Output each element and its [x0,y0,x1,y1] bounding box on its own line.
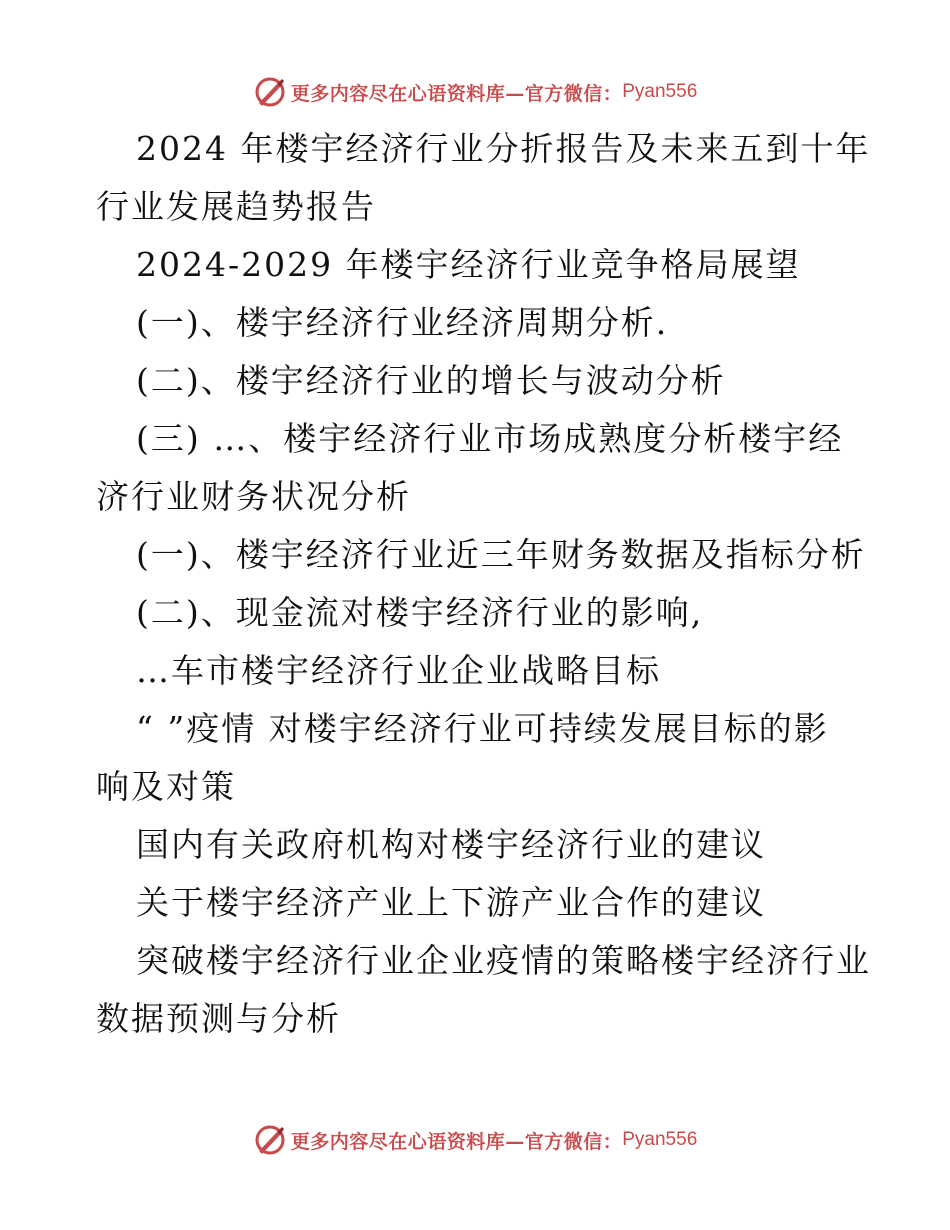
text-line: 数据预测与分析 [96,999,341,1038]
text-line: 济行业财务状况分析 [96,477,411,516]
pen-logo-icon [253,1123,287,1157]
watermark-text: 更多内容尽在心语资料库—官方微信： [290,82,623,105]
text-line: (二)、楼宇经济行业的增长与波动分析 [136,361,726,400]
watermark-text: 更多内容尽在心语资料库—官方微信： [290,1130,623,1153]
watermark-account: Pyan556 [622,81,698,102]
text-line: 突破楼宇经济行业企业疫情的策略楼宇经济行业 [136,941,871,980]
text-line: (一)、楼宇经济行业经济周期分析. [136,303,669,342]
document-body [96,120,871,1048]
text-line: 响及对策 [96,767,236,806]
text-line: (三) …、楼宇经济行业市场成熟度分析楼宇经 [136,419,844,458]
text-line: 国内有关政府机构对楼宇经济行业的建议 [136,825,766,864]
watermark-account: Pyan556 [622,1129,698,1150]
text-line: 关于楼宇经济产业上下游产业合作的建议 [136,883,766,922]
text-line: 行业发展趋势报告 [96,187,376,226]
text-line: “ ”疫情 对楼宇经济行业可持续发展目标的影 [136,709,829,748]
footer-watermark [0,1120,950,1160]
text-line: (一)、楼宇经济行业近三年财务数据及指标分析 [136,535,866,574]
text-line: (二)、现金流对楼宇经济行业的影响, [136,593,704,632]
pen-logo-icon [253,75,287,109]
text-line: …车市楼宇经济行业企业战略目标 [136,651,661,690]
header-watermark [0,72,950,112]
text-line: 2024-2029 年楼宇经济行业竞争格局展望 [136,245,801,284]
text-line: 2024 年楼宇经济行业分折报告及未来五到十年 [136,129,871,168]
